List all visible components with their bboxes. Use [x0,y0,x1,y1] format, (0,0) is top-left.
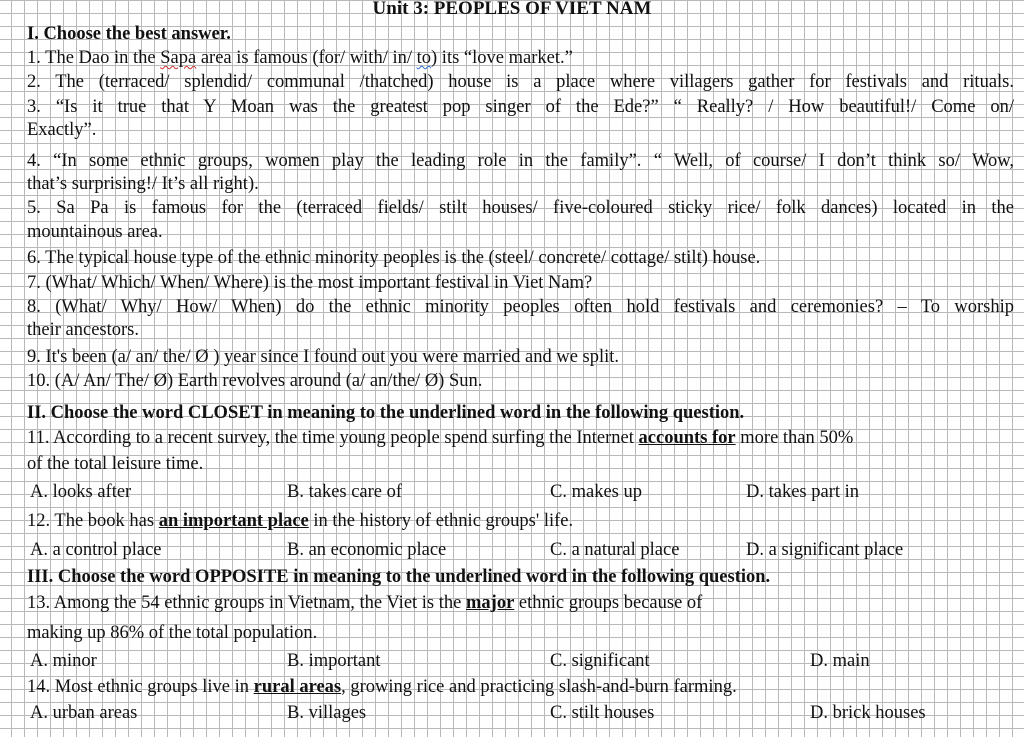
question-7: 7. (What/ Which/ When/ Where) is the most important festival in Viet Nam? [27,273,593,293]
question-11-line2: of the total leisure time. [27,454,204,474]
question-13-option-c[interactable]: C. significant [550,651,650,671]
underlined-keyword: rural areas [253,677,342,697]
question-10: 10. (A/ An/ The/ Ø) Earth revolves around (a/ an/the/ Ø) Sun. [27,371,483,391]
question-14-option-d[interactable]: D. brick houses [810,703,926,723]
worksheet-title: Unit 3: PEOPLES OF VIET NAM [372,0,652,19]
question-8-line1: 8. (What/ Why/ How/ When) do the ethnic minority peoples often hold festivals and ceremonies? – To worship [27,297,1014,317]
question-13-option-a[interactable]: A. minor [30,651,97,671]
part3-heading: III. Choose the word OPPOSITE in meaning to the underlined word in the following question. [27,567,771,587]
part2-heading: II. Choose the word CLOSET in meaning to the underlined word in the following question. [27,403,745,423]
question-12-option-a[interactable]: A. a control place [30,540,162,560]
question-13-option-b[interactable]: B. important [287,651,381,671]
question-11-line1: 11. According to a recent survey, the time young people spend surfing the Internet accounts for more than 50% [27,428,854,448]
question-11-option-c[interactable]: C. makes up [550,482,642,502]
underlined-keyword: an important place [158,511,309,531]
question-6: 6. The typical house type of the ethnic minority peoples is the (steel/ concrete/ cottage/ stilt) house. [27,248,761,268]
question-11-option-a[interactable]: A. looks after [30,482,132,502]
question-12-option-c[interactable]: C. a natural place [550,540,680,560]
question-14-option-b[interactable]: B. villages [287,703,367,723]
question-9: 9. It's been (a/ an/ the/ Ø ) year since I found out you were married and we split. [27,347,620,367]
question-12: 12. The book has an important place in the history of ethnic groups' life. [27,511,574,531]
question-5-line1: 5. Sa Pa is famous for the (terraced fields/ stilt houses/ five-coloured sticky rice/ folk dances) located in the [27,198,1014,218]
question-3-line2: Exactly”. [27,120,97,140]
question-2: 2. The (terraced/ splendid/ communal /thatched) house is a place where villagers gather for festivals and rituals. [27,72,1014,92]
question-13-line2: making up 86% of the total population. [27,623,318,643]
question-4-line2: that’s surprising!/ It’s all right). [27,174,259,194]
question-5-line2: mountainous area. [27,222,163,242]
underlined-keyword: major [466,593,515,613]
question-13-line1: 13. Among the 54 ethnic groups in Vietnam, the Viet is the major ethnic groups because of [27,593,703,613]
question-11-option-b[interactable]: B. takes care of [287,482,403,502]
question-14-option-c[interactable]: C. stilt houses [550,703,655,723]
question-12-option-d[interactable]: D. a significant place [746,540,904,560]
question-14: 14. Most ethnic groups live in rural areas, growing rice and practicing slash-and-burn farming. [27,677,737,697]
question-1: 1. The Dao in the Sapa area is famous (for/ with/ in/ to) its “love market.” [27,48,573,68]
question-11-option-d[interactable]: D. takes part in [746,482,860,502]
question-8-line2: their ancestors. [27,320,139,340]
underlined-keyword: accounts for [638,428,736,448]
question-12-option-b[interactable]: B. an economic place [287,540,447,560]
question-3-line1: 3. “Is it true that Y Moan was the greatest pop singer of the Ede?” “ Really? / How beautiful!/ Come on/ [27,97,1014,117]
question-4-line1: 4. “In some ethnic groups, women play the leading role in the family”. “ Well, of course/ I don’t think so/ Wow, [27,151,1014,171]
question-13-option-d[interactable]: D. main [810,651,870,671]
question-14-option-a[interactable]: A. urban areas [30,703,138,723]
part1-heading: I. Choose the best answer. [27,24,231,44]
